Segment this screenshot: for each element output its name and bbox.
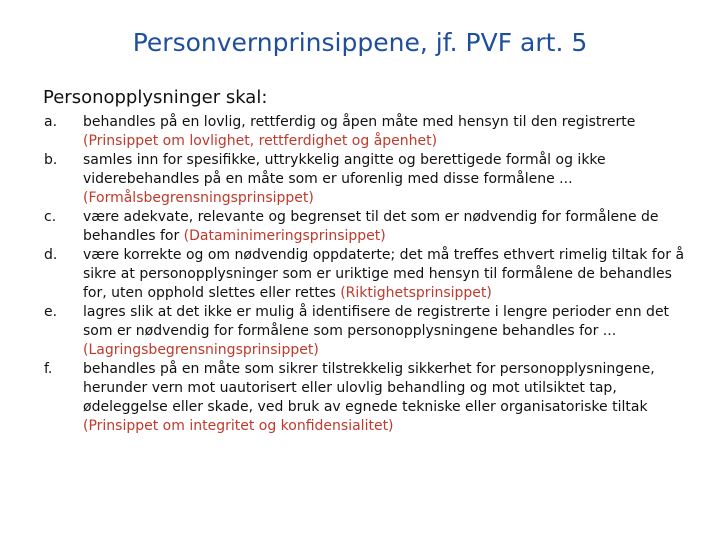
principle-label: (Riktighetsprinsippet) xyxy=(340,285,492,301)
list-item xyxy=(44,208,694,246)
item-body: være korrekte og om nødvendig oppdaterte; det må treffes ethvert rimelig tiltak for å sikre at personopplysninger som er uriktige med hensyn til formålene de behandles for, uten opphold slettes eller rettes xyxy=(83,247,685,301)
list-marker: c. xyxy=(44,209,57,225)
list-item-text xyxy=(83,151,694,208)
list-item xyxy=(44,113,694,151)
item-body: lagres slik at det ikke er mulig å identifisere de registrerte i lengre perioder enn det som er nødvendig for formålene som personopplysningene behandles for ... xyxy=(83,304,670,339)
principle-label: (Lagringsbegrensningsprinsippet) xyxy=(83,342,319,358)
principles-list xyxy=(44,113,694,436)
slide-title: Personvernprinsippene, jf. PVF art. 5 xyxy=(132,28,588,57)
principle-label: (Prinsippet om lovlighet, rettferdighet og åpenhet) xyxy=(83,133,438,149)
principle-label: (Dataminimeringsprinsippet) xyxy=(183,228,386,244)
list-item-text xyxy=(83,246,694,303)
intro-text: Personopplysninger skal: xyxy=(43,87,268,108)
item-body: samles inn for spesifikke, uttrykkelig angitte og berettigede formål og ikke viderebehandles på en måte som er uforenlig med disse formålene ... xyxy=(83,152,606,187)
item-body: være adekvate, relevante og begrenset til det som er nødvendig for formålene de behandles for xyxy=(83,209,659,244)
principle-label: (Prinsippet om integritet og konfidensialitet) xyxy=(83,418,394,434)
list-marker: a. xyxy=(44,114,58,130)
list-marker: f. xyxy=(44,361,53,377)
list-item-text xyxy=(83,303,694,360)
list-marker: d. xyxy=(44,247,58,263)
list-item-text xyxy=(83,208,694,246)
list-item-text xyxy=(83,113,694,151)
list-item xyxy=(44,246,694,303)
list-marker: e. xyxy=(44,304,58,320)
list-marker: b. xyxy=(44,152,58,168)
list-item xyxy=(44,360,694,436)
item-body: behandles på en måte som sikrer tilstrekkelig sikkerhet for personopplysningene, herunder vern mot uautorisert eller ulovlig behandling og mot utilsiktet tap, ødeleggelse eller skade, ved bruk av egnede tekniske eller organisatoriske tiltak xyxy=(83,361,655,415)
list-item xyxy=(44,151,694,208)
list-item-text xyxy=(83,360,694,436)
list-item xyxy=(44,303,694,360)
principle-label: (Formålsbegrensningsprinsippet) xyxy=(83,190,314,206)
item-body: behandles på en lovlig, rettferdig og åpen måte med hensyn til den registrerte xyxy=(83,114,636,130)
